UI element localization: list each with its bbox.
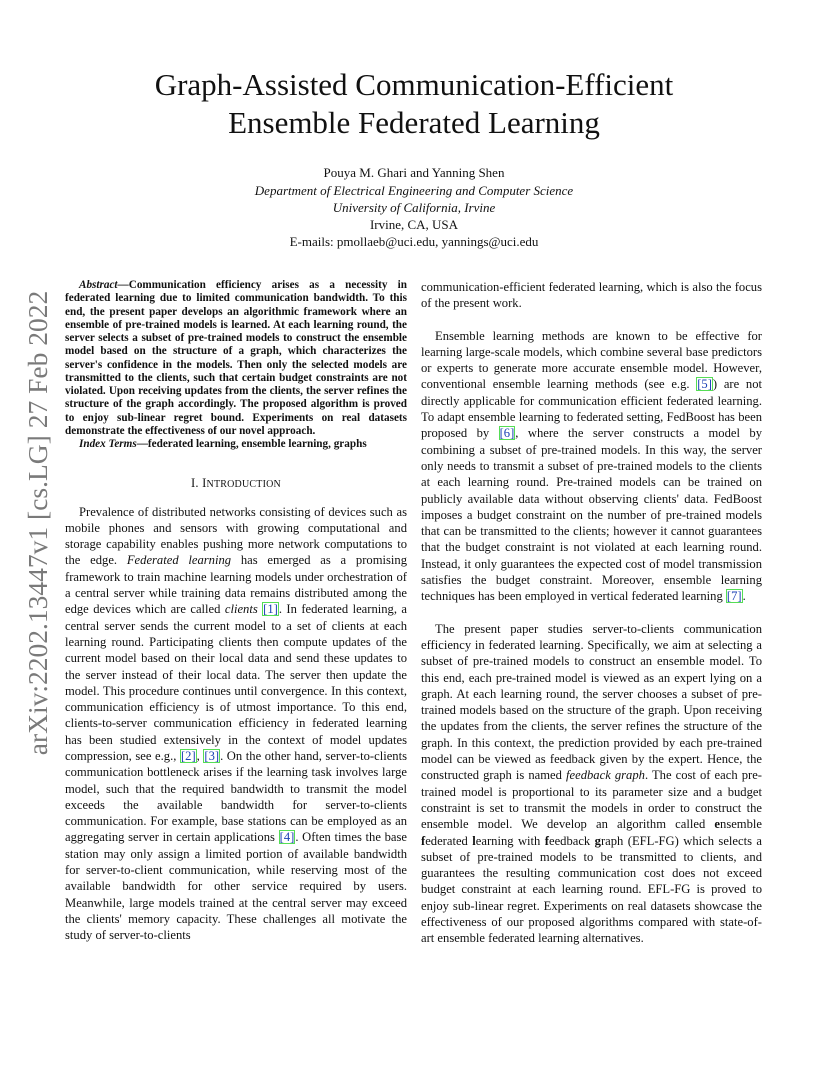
text-run: . On the other hand, server-to-clients communication bottleneck arises if the learning task involves large model, such that the required bandwidth to transmit the model exceeds the available bandwidth for server-to-clients communication. For example, base stations can be employed as an aggregating server in certain applications (65, 749, 407, 845)
title-line-1: Graph-Assisted Communication-Efficient (154, 67, 674, 102)
term-federated-learning: Federated learning (126, 553, 232, 568)
text-run: ) are not directly applicable for communication efficient federated learning. To adapt ensemble learning to federated setting, FedBoost has been proposed by (421, 377, 762, 441)
author-block (160, 164, 668, 250)
text-run: eedback (548, 833, 595, 848)
citation-link-1[interactable]: [1] (263, 602, 278, 617)
acronym-letter-g: g (594, 833, 601, 848)
intro-paragraph-1-continued: communication-efficient federated learning, which is also the focus of the present work. (421, 280, 762, 311)
author-university: University of California, Irvine (332, 200, 496, 215)
intro-paragraph-3 (421, 621, 762, 947)
text-run: raph (EFL-FG) which selects a subset of pre-trained models to be transmitted to clients, and guarantees the resulting communication cost does not exceed budget constraint at each learning round. EFL-FG is proved to enjoy sub-linear regret. Experiments on real datasets showcase the effectiveness of our proposed algorithms compared with state-of-art ensemble federated learning alternatives. (421, 833, 763, 946)
text-run: earning with (475, 833, 545, 848)
arxiv-identifier-stamp (24, 288, 52, 758)
arxiv-identifier-text: arXiv:2202.13447v1 [cs.LG] 27 Feb 2022 (22, 290, 54, 756)
index-terms-label: Index Terms (79, 438, 137, 450)
text-run: Prevalence of distributed networks consisting of devices such as mobile phones and sensors with growing computational and storage capability enables pushing more network computations to the edge. (65, 504, 407, 568)
citation-link-4[interactable]: [4] (279, 830, 295, 845)
intro-paragraph-2 (421, 328, 762, 605)
citation-link-6[interactable]: [6] (499, 426, 515, 441)
author-location: Irvine, CA, USA (369, 217, 459, 232)
index-terms-text: federated learning, ensemble learning, graphs (147, 438, 367, 450)
right-column (421, 279, 762, 947)
citation-link-3[interactable]: [3] (204, 749, 220, 763)
text-run: has emerged as a promising framework to train machine learning models under orchestration of a central server while training data remains distributed among the edge devices which are called (65, 553, 407, 617)
text-run: nsemble (720, 817, 762, 832)
paper-title (90, 66, 738, 142)
acronym-letter-l: l (472, 833, 476, 848)
acronym-letter-e: e (714, 817, 721, 832)
section-numeral: I. I (191, 476, 207, 491)
text-run: . In federated learning, a central server sends the current model to a set of clients at each learning round. Participating clients then compute updates of the current model based on their local data and send these updates to the server instead of their local data. The server then update the model. This procedure continues until convergence. In this context, communication efficiency is of utmost importance. To this end, clients-to-server communication efficiency in federated learning has been studied extensively in the context of model updates compression, see e.g., (65, 602, 407, 763)
left-column (65, 279, 407, 944)
term-feedback-graph: feedback graph (566, 768, 645, 783)
abstract-label: Abstract (79, 279, 118, 291)
citation-link-5[interactable]: [5] (697, 377, 712, 392)
text-run: , where the server constructs a model by combining a subset of pre-trained models. In this way, the server only needs to transmit a subset of pre-trained models to the clients at each learning round. Pre-trained models can be trained on publicly available data without observing clients' data. FedBoost imposes a budget constraint on the number of pre-trained models that can be transmitted to the clients; however it cannot guarantees that the budget constraint is not violated at each learning round. Instead, it only guarantees the expected cost of model transmission satisfies the budget constraint. Moreover, ensemble learning techniques has been employed in vertical federated learning (421, 426, 762, 604)
text-run: . (742, 589, 746, 604)
intro-paragraph-1 (65, 504, 407, 944)
abstract (65, 279, 407, 438)
abstract-text: Communication efficiency arises as a necessity in federated learning due to limited communication bandwidth. To this end, the present paper develops an algorithmic framework where an ensemble of pre-trained models is learned. At each learning round, the server selects a subset of pre-trained models to construct the ensemble model based on the structure of a graph, which characterizes the server's confidence in the models. Then only the selected models are transmitted to the clients, such that certain budget constraints are not violated. Upon receiving updates from the clients, the server refines the structure of the graph accordingly. The proposed algorithm is proved to enjoy sub-linear regret bound. Experiments on real datasets demonstrate the effectiveness of our novel approach. (65, 279, 407, 437)
text-run: ederated (425, 833, 473, 848)
author-emails: E-mails: pmollaeb@uci.edu, yannings@uci.edu (289, 234, 539, 249)
title-line-2: Ensemble Federated Learning (228, 105, 600, 140)
author-department: Department of Electrical Engineering and Computer Science (254, 183, 574, 198)
term-clients: clients (224, 602, 258, 617)
index-terms (65, 438, 407, 451)
text-run: Ensemble learning methods are known to be effective for learning large-scale models, which combine several base predictors or experts to generate more accurate ensemble model. However, conventional ensemble learning methods (see e.g. (421, 328, 762, 392)
text-run: . Often times the base station may only assign a limited portion of available bandwidth for server-to-client communication, while reserving most of the available bandwidth for other service required by users. Meanwhile, large models trained at the central server may exceed the clients' memory capacity. These challenges all motivate the study of server-to-clients (65, 830, 408, 943)
text-run: . The cost of each pre-trained model is proportional to its parameter size and a budget constraint is set to transmit the models in order to construct the ensemble model. We develop an algorithm called (421, 768, 762, 832)
text-run: , (196, 749, 204, 763)
citation-link-2[interactable]: [2] (180, 749, 196, 763)
section-title-smallcaps: NTRODUCTION (206, 479, 281, 491)
acronym-letter-f2: f (544, 833, 549, 848)
index-terms-dash: — (136, 438, 148, 450)
section-heading-introduction (65, 475, 407, 493)
acronym-letter-f: f (421, 833, 426, 848)
text-run: The present paper studies server-to-clients communication efficiency in federated learning. Specifically, we aim at selecting a subset of pre-trained models to construct an ensemble model. To this end, each pre-trained model is viewed as an expert lying on a graph. At each learning round, the server chooses a subset of pre-trained models based on the structure of the graph. Upon receiving the updates from the clients, the server refines the structure of the graph. In this context, the prediction provided by each pre-trained model can be viewed as feedback given by the expert. Hence, the constructed graph is named (421, 621, 762, 783)
abstract-dash: — (117, 279, 129, 291)
citation-link-7[interactable]: [7] (726, 589, 742, 604)
author-names: Pouya M. Ghari and Yanning Shen (323, 165, 505, 180)
